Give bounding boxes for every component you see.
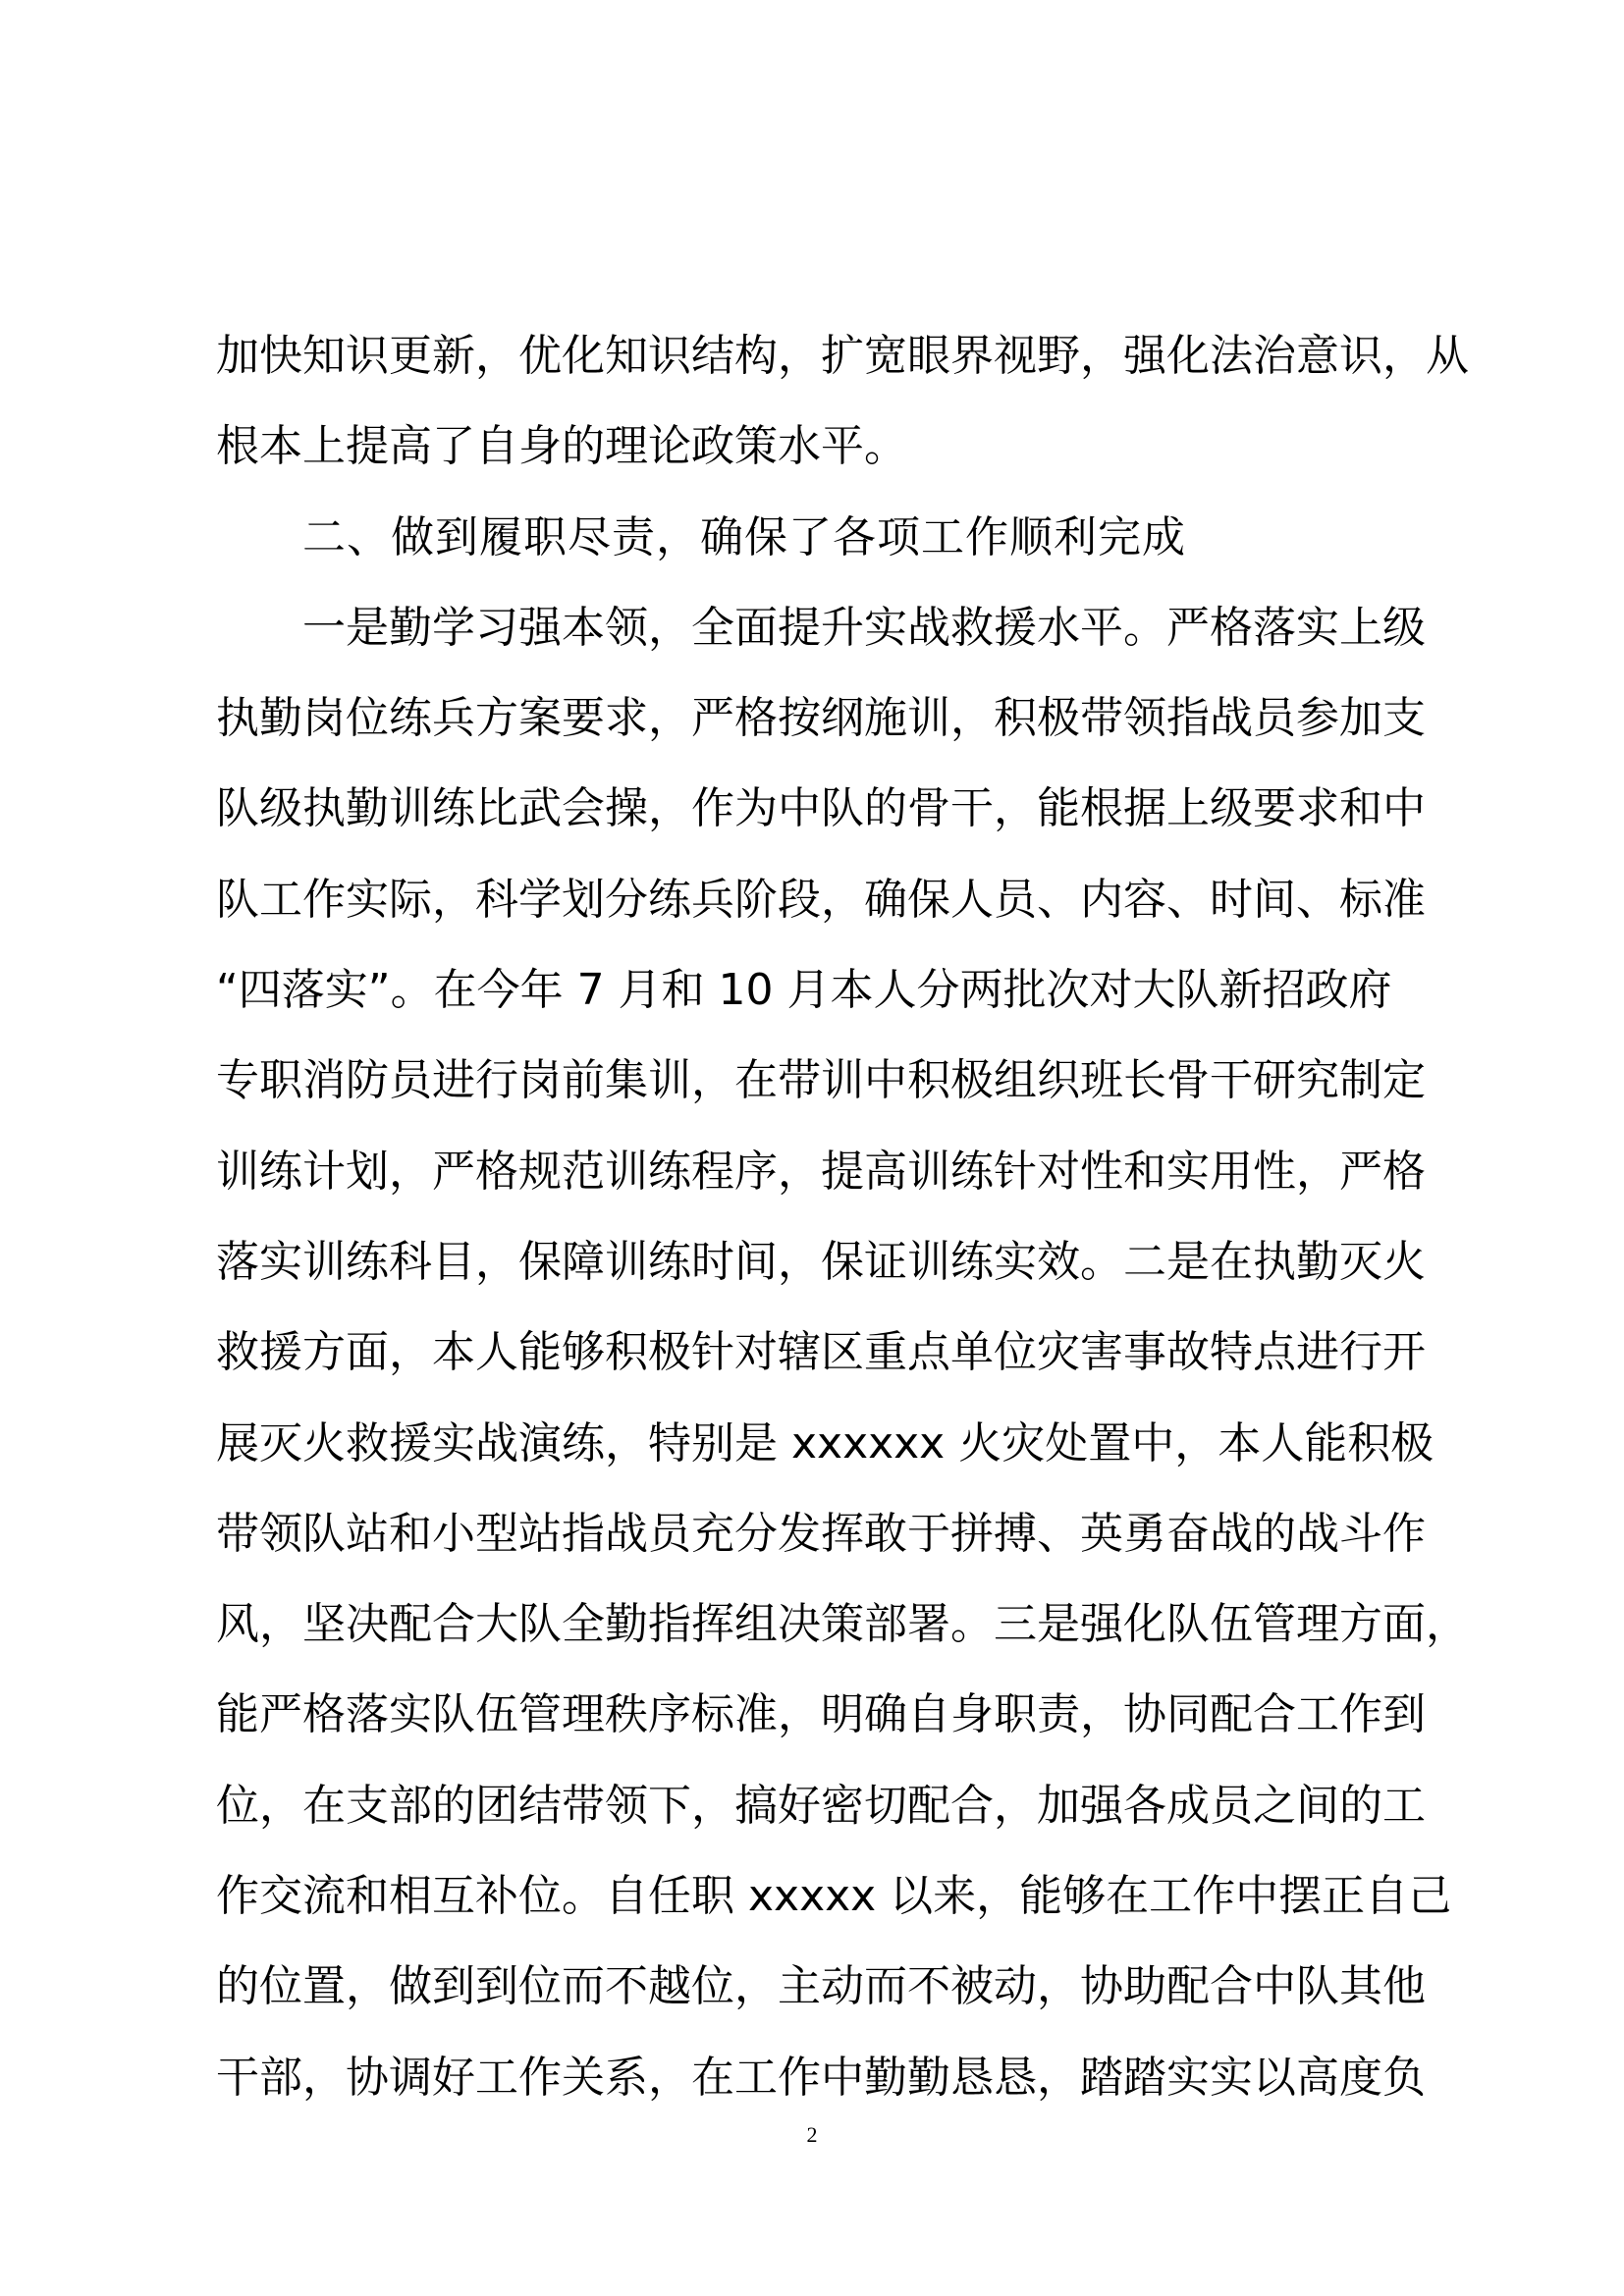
text-line: 带领队站和小型站指战员充分发挥敢于拼搏、英勇奋战的战斗作: [216, 1508, 1426, 1559]
page-number: 2: [806, 2122, 818, 2147]
text-line: 加快知识更新，优化知识结构，扩宽眼界视野，强化法治意识，从: [216, 331, 1469, 381]
text-line: 执勤岗位练兵方案要求，严格按纲施训，积极带领指战员参加支: [216, 693, 1426, 744]
text-line: 干部，协调好工作关系，在工作中勤勤恳恳，踏踏实实以高度负: [216, 2052, 1426, 2103]
text-line: 训练计划，严格规范训练程序，提高训练针对性和实用性，严格: [216, 1146, 1426, 1197]
section-heading: 二、做到履职尽责，确保了各项工作顺利完成: [302, 511, 1186, 562]
paragraph-first-line: 一是勤学习强本领，全面提升实战救援水平。严格落实上级: [302, 602, 1426, 653]
text-line: 风，坚决配合大队全勤指挥组决策部署。三是强化队伍管理方面，: [216, 1599, 1469, 1650]
text-line: 专职消防员进行岗前集训，在带训中积极组织班长骨干研究制定: [216, 1055, 1426, 1106]
text-line: 展灭火救援实战演练，特别是 xxxxxx 火灾处置中，本人能积极: [216, 1417, 1435, 1468]
text-line: 落实训练科目，保障训练时间，保证训练实效。二是在执勤灭火: [216, 1236, 1426, 1287]
text-line: 作交流和相互补位。自任职 xxxxx 以来，能够在工作中摆正自己: [216, 1871, 1452, 1922]
text-line: “四落实”。在今年 7 月和 10 月本人分两批次对大队新招政府: [216, 965, 1392, 1016]
text-line: 队工作实际，科学划分练兵阶段，确保人员、内容、时间、标准: [216, 874, 1426, 925]
text-line: 队级执勤训练比武会操，作为中队的骨干，能根据上级要求和中: [216, 783, 1426, 834]
text-line: 能严格落实队伍管理秩序标准，明确自身职责，协同配合工作到: [216, 1689, 1426, 1740]
text-line: 救援方面，本人能够积极针对辖区重点单位灾害事故特点进行开: [216, 1327, 1426, 1378]
body-text: [216, 311, 1469, 2123]
text-line: 的位置，做到到位而不越位，主动而不被动，协助配合中队其他: [216, 1961, 1426, 2012]
text-line: 位，在支部的团结带领下，搞好密切配合，加强各成员之间的工: [216, 1780, 1426, 1831]
text-line: 根本上提高了自身的理论政策水平。: [216, 421, 907, 472]
